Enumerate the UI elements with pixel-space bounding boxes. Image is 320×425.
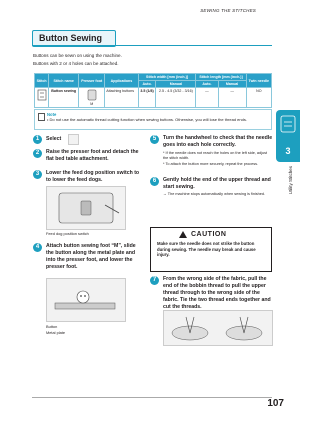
utility-stitch-tab-icon: [276, 110, 300, 140]
stitch-key-icon: [68, 134, 79, 145]
intro-line-2: Buttons with 2 or 4 holes can be attached.: [33, 61, 119, 66]
step-5-note-1: * If the needle does not reach the holes on the left side, adjust the stitch width.: [163, 151, 268, 160]
step-6-number: 6: [150, 177, 159, 186]
th-stitch-length: Stitch length [mm (inch.)]: [196, 74, 246, 81]
stitch-table: [34, 73, 272, 108]
thread-tie-figure: [163, 310, 273, 346]
step-6-text: Gently hold the end of the upper thread and start sewing.: [163, 177, 271, 190]
step-6-note: → The machine stops automatically when sewing is finished.: [163, 192, 266, 196]
th-length-auto: Auto.: [196, 81, 218, 88]
intro-line-1: Buttons can be sewn on using the machine.: [33, 53, 122, 58]
step-1-text: Select: [46, 136, 62, 142]
th-length-manual: Manual: [218, 81, 246, 88]
twin-needle-cell: NO: [246, 88, 271, 108]
length-manual-cell: —: [218, 88, 246, 108]
width-manual-cell: 2.5 - 4.5 (3/32 - 3/16): [156, 88, 196, 108]
step-4-text: Attach button sewing foot “M”, slide the button along the metal plate and into the presser foot, and lower the presser foot.: [46, 243, 136, 270]
step-7-number: 7: [150, 276, 159, 285]
page-number: 107: [267, 398, 284, 409]
step-3-number: 3: [33, 170, 42, 179]
presser-foot-cell: [79, 88, 105, 108]
chapter-tab: [276, 110, 300, 162]
caution-box: [150, 227, 272, 272]
stitch-icon-cell: [35, 88, 49, 108]
step-7-text: From the wrong side of the fabric, pull the end of the bobbin thread to pull the upper thread through to the wrong side of the fabric. Tie the two thread ends together and cut the threads.: [163, 276, 271, 310]
note-text: • Do not use the automatic thread cutting function when sewing buttons. Otherwise, you will lose the thread ends.: [47, 117, 247, 122]
th-stitch-width: Stitch width [mm (inch.)]: [138, 74, 196, 81]
step-5-note-2: * To attach the button more securely, repeat the process.: [163, 162, 259, 166]
caption-button: Button: [46, 324, 58, 329]
caution-text: Make sure the needle does not strike the button during sewing. The needle may break and cause injury.: [157, 241, 256, 257]
th-width-manual: Manual: [156, 81, 196, 88]
th-width-auto: Auto.: [138, 81, 156, 88]
width-auto-cell: 3.5 (1/8): [138, 88, 156, 108]
running-header: SEWING THE STITCHES: [200, 8, 256, 13]
chapter-label: Utility Stitches: [288, 166, 293, 195]
step-5-number: 5: [150, 135, 159, 144]
presser-foot-m-icon: [87, 89, 97, 101]
th-applications: Applications: [105, 74, 138, 88]
button-stitch-icon: [37, 89, 47, 101]
th-twin-needle: Twin needle: [246, 74, 271, 88]
step-4-number: 4: [33, 243, 42, 252]
length-auto-cell: —: [196, 88, 218, 108]
table-row: [35, 88, 272, 108]
button-foot-figure: [46, 278, 126, 322]
step-2-number: 2: [33, 149, 42, 158]
th-presser-foot: Presser foot: [79, 74, 105, 88]
step-5-text: Turn the handwheel to check that the needle goes into each hole correctly.: [163, 135, 273, 148]
feed-dog-switch-figure: [46, 186, 126, 230]
chapter-number: 3: [285, 146, 291, 156]
warning-icon: [179, 231, 187, 238]
presser-foot-letter: M: [90, 102, 94, 106]
note-box: [34, 109, 272, 130]
th-stitch: Stitch: [35, 74, 49, 88]
th-stitch-name: Stitch name: [49, 74, 79, 88]
step-3-text: Lower the feed dog position switch to to lower the feed dogs.: [46, 170, 140, 183]
section-title: Button Sewing: [39, 33, 102, 43]
caption-metal-plate: Metal plate: [46, 330, 66, 335]
caution-title: CAUTION: [191, 231, 227, 238]
step-2-text: Raise the presser foot and detach the flat bed table attachment.: [46, 149, 139, 162]
title-rule: [32, 45, 272, 46]
step-1-number: 1: [33, 135, 42, 144]
feed-dog-switch-illustration: [47, 187, 125, 229]
note-icon: [38, 113, 45, 121]
thread-tie-illustration: [164, 311, 272, 345]
button-foot-illustration: [47, 279, 125, 321]
application-cell: Attaching buttons: [105, 88, 138, 108]
caption-feed-dog-switch: Feed dog position switch: [46, 231, 89, 236]
note-title: Note: [47, 112, 57, 117]
stitch-name-cell: Button sewing: [49, 88, 79, 108]
